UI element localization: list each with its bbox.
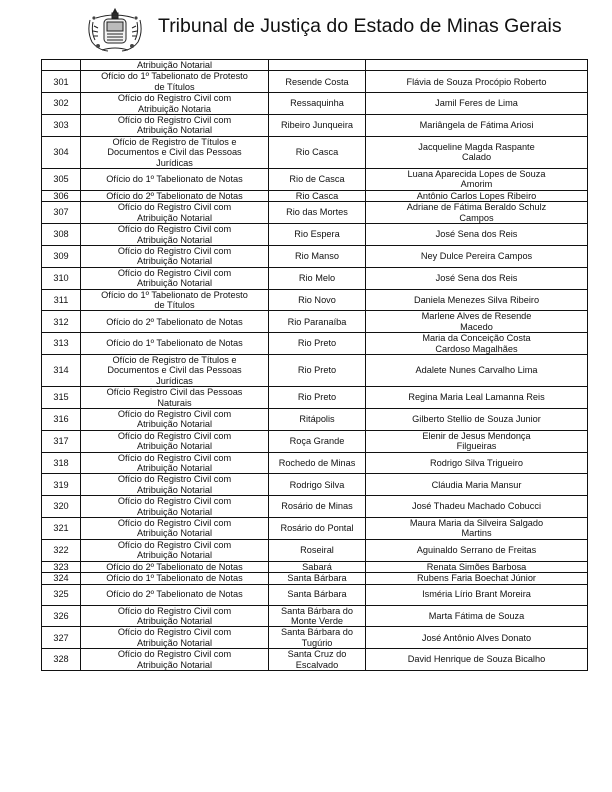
row-number-cell xyxy=(42,169,81,191)
row-number: 322 xyxy=(53,545,69,556)
office-name-cell xyxy=(81,518,269,540)
holder-name: Renata Simões Barbosa xyxy=(426,561,527,572)
city-name-cell xyxy=(269,71,366,93)
holder-name: Isméria Lírio Brant Moreira xyxy=(422,589,531,600)
office-name: Atribuição Notarial xyxy=(136,637,213,648)
city-name: Sabará xyxy=(302,561,332,572)
row-number-cell xyxy=(42,584,81,605)
office-name-cell xyxy=(81,136,269,168)
row-number-cell xyxy=(42,202,81,224)
row-number: 305 xyxy=(53,174,69,185)
row-number: 309 xyxy=(53,251,69,262)
city-name: Rosário de Minas xyxy=(281,501,353,512)
holder-name: José Sena dos Reis xyxy=(435,229,518,240)
holder-name-cell xyxy=(366,573,588,584)
office-name: Ofício do Registro Civil com xyxy=(117,452,232,463)
holder-name-cell xyxy=(366,71,588,93)
city-name: Santa Bárbara do xyxy=(280,605,354,616)
row-number-cell xyxy=(42,71,81,93)
holder-name-cell xyxy=(366,561,588,572)
city-name-cell xyxy=(269,190,366,201)
office-name: Ofício do 1º Tabelionato de Notas xyxy=(106,174,243,185)
holder-name: Martins xyxy=(461,528,492,539)
holder-name-cell xyxy=(366,245,588,267)
holder-name: Adalete Nunes Carvalho Lima xyxy=(415,365,538,376)
row-number: 319 xyxy=(53,479,69,490)
row-number: 312 xyxy=(53,316,69,327)
holder-name: Campos xyxy=(459,212,494,223)
row-number-cell xyxy=(42,224,81,246)
office-name-cell xyxy=(81,496,269,518)
holder-name: Amorim xyxy=(460,179,493,190)
office-name: Jurídicas xyxy=(156,375,193,386)
row-number: 320 xyxy=(53,501,69,512)
row-number: 303 xyxy=(53,120,69,131)
office-name-cell xyxy=(81,605,269,627)
row-number: 314 xyxy=(53,365,69,376)
city-name: Rodrigo Silva xyxy=(289,479,345,490)
city-name: Roseiral xyxy=(300,545,334,556)
office-name-cell xyxy=(81,115,269,137)
city-name-cell xyxy=(269,136,366,168)
office-name-cell xyxy=(81,584,269,605)
office-name: Ofício do Registro Civil com xyxy=(117,93,232,104)
city-name: Santa Bárbara do xyxy=(280,627,354,638)
table-row xyxy=(42,561,588,572)
city-name: Ritápolis xyxy=(299,414,335,425)
row-number-cell xyxy=(42,387,81,409)
office-name: Ofício do 2º Tabelionato de Notas xyxy=(106,561,243,572)
office-name: Ofício do 1º Tabelionato de Notas xyxy=(106,338,243,349)
holder-name: Marlene Alves de Resende xyxy=(421,311,532,322)
office-name-cell xyxy=(81,224,269,246)
row-number-cell xyxy=(42,115,81,137)
office-name: Atribuição Notarial xyxy=(136,212,213,223)
row-number-cell xyxy=(42,539,81,561)
table-row xyxy=(42,474,588,496)
holder-name: Flávia de Souza Procópio Roberto xyxy=(406,76,547,87)
city-name: Rio Melo xyxy=(298,272,336,283)
office-name-cell xyxy=(81,202,269,224)
office-name: Atribuição Notarial xyxy=(136,659,213,670)
office-name-cell xyxy=(81,387,269,409)
office-name: Jurídicas xyxy=(156,157,193,168)
office-name: Ofício do 2º Tabelionato de Notas xyxy=(106,316,243,327)
row-number: 311 xyxy=(53,294,69,305)
row-number: 318 xyxy=(53,457,69,468)
row-number: 310 xyxy=(53,272,69,283)
office-name: Ofício do 1º Tabelionato de Protesto xyxy=(101,289,248,300)
city-name: Escalvado xyxy=(295,659,339,670)
city-name-cell xyxy=(269,311,366,333)
table-cell xyxy=(269,60,366,71)
office-name-cell xyxy=(81,561,269,572)
city-name-cell xyxy=(269,518,366,540)
row-number-cell xyxy=(42,354,81,386)
city-name-cell xyxy=(269,289,366,311)
city-name: Rio Casca xyxy=(295,147,339,158)
table-cell xyxy=(366,60,588,71)
holder-name: Jacqueline Magda Raspante xyxy=(418,142,535,153)
row-number-cell xyxy=(42,496,81,518)
row-number-cell xyxy=(42,245,81,267)
continuation-row xyxy=(42,60,588,71)
office-name-cell xyxy=(81,190,269,201)
table-row xyxy=(42,245,588,267)
holder-name-cell xyxy=(366,93,588,115)
row-number-cell xyxy=(42,452,81,474)
row-number-cell xyxy=(42,649,81,671)
office-name: Ofício do Registro Civil com xyxy=(117,430,232,441)
holder-name-cell xyxy=(366,289,588,311)
holder-name: José Antônio Alves Donato xyxy=(421,632,532,643)
row-number-cell xyxy=(42,190,81,201)
row-number: 326 xyxy=(53,610,69,621)
table-row xyxy=(42,496,588,518)
city-name: Rosário do Pontal xyxy=(280,523,354,534)
office-name-cell xyxy=(81,245,269,267)
row-number: 304 xyxy=(53,147,69,158)
row-number: 324 xyxy=(53,573,69,584)
city-name: Rio Novo xyxy=(298,294,336,305)
row-number-cell xyxy=(42,561,81,572)
holder-name: Aguinaldo Serrano de Freitas xyxy=(416,545,537,556)
holder-name: Adriane de Fátima Beraldo Schulz xyxy=(406,202,547,213)
office-name-cell xyxy=(81,311,269,333)
holder-name-cell xyxy=(366,430,588,452)
city-name: Rio Preto xyxy=(297,365,337,376)
holder-name-cell xyxy=(366,224,588,246)
city-name: Santa Bárbara xyxy=(287,589,347,600)
city-name: Resende Costa xyxy=(285,76,349,87)
office-name: Ofício do Registro Civil com xyxy=(117,474,232,485)
city-name: Ribeiro Junqueira xyxy=(280,120,353,131)
table-cell xyxy=(42,60,81,71)
holder-name: Jamil Feres de Lima xyxy=(435,98,518,109)
city-name-cell xyxy=(269,354,366,386)
row-number-cell xyxy=(42,474,81,496)
office-name-cell xyxy=(81,539,269,561)
row-number-cell xyxy=(42,311,81,333)
city-name-cell xyxy=(269,387,366,409)
office-name: Ofício do 1º Tabelionato de Notas xyxy=(106,573,243,584)
table-row xyxy=(42,354,588,386)
holder-name-cell xyxy=(366,190,588,201)
office-name: Ofício do 1º Tabelionato de Protesto xyxy=(101,71,248,82)
holder-name-cell xyxy=(366,539,588,561)
city-name: Santa Bárbara xyxy=(287,573,347,584)
city-name-cell xyxy=(269,496,366,518)
row-number-cell xyxy=(42,605,81,627)
row-number: 323 xyxy=(53,561,69,572)
city-name-cell xyxy=(269,93,366,115)
city-name: Rochedo de Minas xyxy=(278,457,356,468)
office-name-cell xyxy=(81,573,269,584)
office-name-cell xyxy=(81,267,269,289)
office-name: Ofício do 2º Tabelionato de Notas xyxy=(106,190,243,201)
holder-name-cell xyxy=(366,474,588,496)
row-number: 306 xyxy=(53,190,69,201)
holder-name-cell xyxy=(366,311,588,333)
office-name: Ofício do Registro Civil com xyxy=(117,409,232,419)
holder-name-cell xyxy=(366,115,588,137)
holder-name: Filgueiras xyxy=(456,441,497,452)
table-row xyxy=(42,136,588,168)
holder-name-cell xyxy=(366,136,588,168)
holder-name: Cardoso Magalhães xyxy=(435,343,518,354)
office-name: Documentos e Civil das Pessoas xyxy=(107,147,242,158)
row-number-cell xyxy=(42,573,81,584)
city-name-cell xyxy=(269,333,366,355)
table-row xyxy=(42,71,588,93)
continuation-text: Atribuição Notarial xyxy=(81,60,269,71)
office-name: Documentos e Civil das Pessoas xyxy=(107,365,242,376)
holder-name: Marta Fátima de Souza xyxy=(428,610,525,621)
office-name-cell xyxy=(81,649,269,671)
row-number: 317 xyxy=(53,436,69,447)
office-name: Ofício do Registro Civil com xyxy=(117,649,232,660)
office-name: de Títulos xyxy=(154,299,195,310)
holder-name-cell xyxy=(366,496,588,518)
holder-name-cell xyxy=(366,452,588,474)
office-name-cell xyxy=(81,430,269,452)
holder-name-cell xyxy=(366,584,588,605)
row-number: 325 xyxy=(53,589,69,600)
row-number: 321 xyxy=(53,523,69,534)
office-name: Atribuição Notaria xyxy=(137,103,212,114)
holder-name-cell xyxy=(366,354,588,386)
office-name: Ofício do Registro Civil com xyxy=(117,224,232,235)
holder-name-cell xyxy=(366,267,588,289)
table-row xyxy=(42,584,588,605)
table-row xyxy=(42,115,588,137)
office-name: Atribuição Notarial xyxy=(136,234,213,245)
table-row xyxy=(42,202,588,224)
city-name-cell xyxy=(269,115,366,137)
row-number: 307 xyxy=(53,207,69,218)
city-name-cell xyxy=(269,224,366,246)
table-row xyxy=(42,267,588,289)
city-name-cell xyxy=(269,605,366,627)
office-name-cell xyxy=(81,354,269,386)
table-row xyxy=(42,93,588,115)
city-name: Santa Cruz do xyxy=(287,649,347,660)
holder-name: Cláudia Maria Mansur xyxy=(431,479,522,490)
city-name-cell xyxy=(269,584,366,605)
table-row xyxy=(42,311,588,333)
city-name-cell xyxy=(269,169,366,191)
holder-name: Gilberto Stellio de Souza Junior xyxy=(412,414,541,425)
row-number: 327 xyxy=(53,632,69,643)
city-name: Rio das Mortes xyxy=(286,207,348,218)
holder-name: Macedo xyxy=(460,321,493,332)
office-name: Ofício de Registro de Títulos e xyxy=(112,136,237,147)
row-number: 316 xyxy=(53,414,69,425)
holder-name-cell xyxy=(366,649,588,671)
row-number-cell xyxy=(42,518,81,540)
city-name-cell xyxy=(269,627,366,649)
holder-name-cell xyxy=(366,409,588,431)
table-row xyxy=(42,539,588,561)
city-name: Rio Preto xyxy=(297,392,337,403)
office-name: Ofício do Registro Civil com xyxy=(117,115,232,126)
city-name: Rio Casca xyxy=(295,190,339,201)
office-name: Atribuição Notarial xyxy=(136,550,213,561)
holder-name: Rodrigo Silva Trigueiro xyxy=(430,457,523,468)
row-number: 315 xyxy=(53,392,69,403)
office-name-cell xyxy=(81,452,269,474)
table-row xyxy=(42,573,588,584)
page-title: Tribunal de Justiça do Estado de Minas Gerais xyxy=(158,15,562,37)
office-name: Atribuição Notarial xyxy=(136,256,213,267)
table-row xyxy=(42,169,588,191)
office-name: Atribuição Notarial xyxy=(136,506,213,517)
office-name: Ofício do Registro Civil com xyxy=(117,605,232,616)
page-header xyxy=(84,6,564,56)
office-name: Naturais xyxy=(157,397,192,408)
office-name: Ofício do Registro Civil com xyxy=(117,496,232,507)
holder-name: Mariângela de Fátima Ariosi xyxy=(419,120,534,131)
office-name: Atribuição Notarial xyxy=(136,528,213,539)
city-name: Rio Preto xyxy=(297,338,337,349)
city-name-cell xyxy=(269,474,366,496)
row-number: 302 xyxy=(53,98,69,109)
city-name-cell xyxy=(269,573,366,584)
row-number-cell xyxy=(42,267,81,289)
row-number-cell xyxy=(42,430,81,452)
table-row xyxy=(42,605,588,627)
row-number: 301 xyxy=(53,76,69,87)
office-name: Ofício de Registro de Títulos e xyxy=(112,354,237,365)
table-row xyxy=(42,289,588,311)
table-row xyxy=(42,649,588,671)
holder-name: Luana Aparecida Lopes de Souza xyxy=(407,169,546,180)
city-name: Rio Paranaíba xyxy=(287,316,347,327)
table-row xyxy=(42,452,588,474)
holder-name: Maura Maria da Silveira Salgado xyxy=(409,518,544,529)
office-name: Ofício do Registro Civil com xyxy=(117,539,232,550)
holder-name: Daniela Menezes Silva Ribeiro xyxy=(413,294,540,305)
office-name: Ofício do Registro Civil com xyxy=(117,627,232,638)
row-number-cell xyxy=(42,627,81,649)
table-row xyxy=(42,224,588,246)
row-number-cell xyxy=(42,289,81,311)
row-number-cell xyxy=(42,93,81,115)
city-name: Tugúrio xyxy=(301,637,333,648)
office-name-cell xyxy=(81,169,269,191)
office-name: Atribuição Notarial xyxy=(136,463,213,474)
office-name-cell xyxy=(81,627,269,649)
city-name: Rio Espera xyxy=(294,229,340,240)
holder-name: Calado xyxy=(461,152,492,163)
office-name-cell xyxy=(81,93,269,115)
office-name-cell xyxy=(81,333,269,355)
table-row xyxy=(42,190,588,201)
office-name: Atribuição Notarial xyxy=(136,615,213,626)
office-name: Atribuição Notarial xyxy=(136,441,213,452)
holder-name-cell xyxy=(366,518,588,540)
holder-name: José Thadeu Machado Cobucci xyxy=(411,501,542,512)
city-name: Rio de Casca xyxy=(289,174,345,185)
row-number-cell xyxy=(42,409,81,431)
office-name: Ofício do Registro Civil com xyxy=(117,518,232,529)
office-name: Atribuição Notarial xyxy=(136,278,213,289)
city-name: Monte Verde xyxy=(290,615,344,626)
city-name-cell xyxy=(269,245,366,267)
holder-name: Rubens Faria Boechat Júnior xyxy=(417,573,536,584)
office-name: Ofício do 2º Tabelionato de Notas xyxy=(106,589,243,600)
table-row xyxy=(42,387,588,409)
table-row xyxy=(42,333,588,355)
row-number-cell xyxy=(42,136,81,168)
city-name-cell xyxy=(269,561,366,572)
holder-name: Elenir de Jesus Mendonça xyxy=(422,430,531,441)
row-number-cell xyxy=(42,333,81,355)
city-name-cell xyxy=(269,649,366,671)
office-name: Atribuição Notarial xyxy=(136,484,213,495)
table-row xyxy=(42,430,588,452)
holder-name-cell xyxy=(366,605,588,627)
office-name: Ofício do Registro Civil com xyxy=(117,245,232,256)
office-name: de Títulos xyxy=(154,81,195,92)
office-name: Atribuição Notarial xyxy=(136,419,213,430)
city-name-cell xyxy=(269,267,366,289)
office-name-cell xyxy=(81,409,269,431)
table-row xyxy=(42,627,588,649)
holder-name: Antônio Carlos Lopes Ribeiro xyxy=(416,190,537,201)
holder-name-cell xyxy=(366,387,588,409)
city-name: Roça Grande xyxy=(289,436,345,447)
holder-name-cell xyxy=(366,333,588,355)
holder-name-cell xyxy=(366,627,588,649)
table-row xyxy=(42,518,588,540)
office-name-cell xyxy=(81,474,269,496)
city-name-cell xyxy=(269,452,366,474)
holder-name: David Henrique de Souza Bicalho xyxy=(407,654,546,665)
office-name: Atribuição Notarial xyxy=(136,125,213,136)
city-name: Ressaquinha xyxy=(290,98,344,109)
office-name: Ofício Registro Civil das Pessoas xyxy=(106,387,243,398)
row-number: 328 xyxy=(53,654,69,665)
table-row xyxy=(42,409,588,431)
holder-name: Regina Maria Leal Lamanna Reis xyxy=(408,392,545,403)
office-name-cell xyxy=(81,289,269,311)
holder-name: Ney Dulce Pereira Campos xyxy=(420,251,533,262)
city-name-cell xyxy=(269,539,366,561)
office-name-cell xyxy=(81,71,269,93)
office-name: Ofício do Registro Civil com xyxy=(117,267,232,278)
coat-of-arms-icon xyxy=(84,6,146,54)
holder-name-cell xyxy=(366,169,588,191)
row-number: 313 xyxy=(53,338,69,349)
holder-name: Maria da Conceição Costa xyxy=(422,333,531,344)
row-number: 308 xyxy=(53,229,69,240)
office-name: Ofício do Registro Civil com xyxy=(117,202,232,213)
city-name-cell xyxy=(269,202,366,224)
holder-name: José Sena dos Reis xyxy=(435,272,518,283)
holder-name-cell xyxy=(366,202,588,224)
city-name: Rio Manso xyxy=(295,251,339,262)
notary-offices-table xyxy=(41,59,588,671)
city-name-cell xyxy=(269,409,366,431)
city-name-cell xyxy=(269,430,366,452)
